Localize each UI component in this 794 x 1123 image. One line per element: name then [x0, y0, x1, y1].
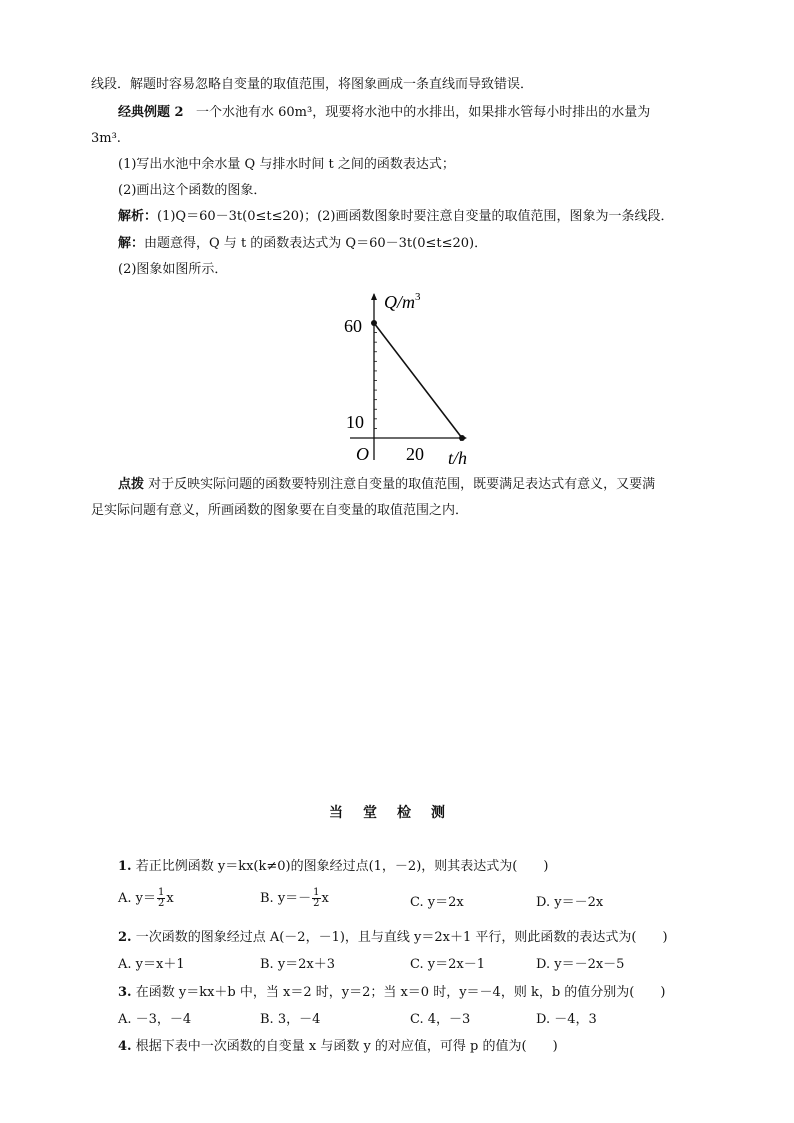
series-group [371, 320, 465, 441]
y-tick-label-60: 60 [344, 316, 362, 336]
q1-a-fraction [157, 888, 165, 909]
q1-stem [118, 858, 548, 876]
q3-text: 在函数 y＝kx＋b 中，当 x＝2 时，y＝2；当 x＝0 时，y＝－4，则 k，b 的值分别为( ) [135, 985, 666, 1000]
q1-b-prefix: B. y＝－ [260, 891, 312, 906]
example-text: 一个水池有水 60m³，现要将水池中的水排出，如果排水管每小时排出的水量为 [195, 105, 651, 120]
analysis-line [118, 208, 674, 226]
question-1: (1)写出水池中余水量 Q 与排水时间 t 之间的函数表达式； [118, 157, 455, 172]
q1-a-suffix: x [166, 891, 174, 906]
tip-text-1: 对于反映实际问题的函数要特别注意自变量的取值范围，既要满足表达式有意义，又要满 [148, 477, 656, 492]
y-axis-label-text: Q/m [384, 292, 415, 312]
solution-line [118, 235, 487, 253]
q2-stem [118, 929, 668, 947]
q1-option-a[interactable] [118, 888, 174, 909]
example-line-1 [118, 104, 650, 122]
section-title: 当堂检测 [329, 805, 465, 821]
q1-option-d[interactable]: D. y＝－2x [536, 895, 604, 910]
data-point [459, 435, 465, 441]
q1-a-den: 2 [158, 898, 165, 909]
x-tick-label-20: 20 [406, 444, 424, 464]
y-axis-label [384, 291, 421, 312]
data-point [371, 320, 377, 326]
tip-label: 点拨 [118, 477, 145, 492]
q3-number: 3. [118, 985, 132, 1000]
graph-caption: (2)图象如图所示． [118, 262, 228, 277]
y-axis-label-superscript: 3 [415, 291, 421, 303]
q1-number: 1. [118, 859, 132, 874]
solution-label: 解： [118, 236, 145, 251]
q1-option-c[interactable]: C. y＝2x [410, 895, 464, 910]
q3-option-d[interactable]: D. －4，3 [536, 1012, 597, 1027]
q1-a-prefix: A. y＝ [118, 891, 156, 906]
q2-number: 2. [118, 930, 132, 945]
q2-option-b[interactable]: B. y＝2x＋3 [260, 957, 336, 972]
q1-b-den: 2 [313, 898, 320, 909]
q1-b-num: 1 [313, 887, 320, 898]
q2-text: 一次函数的图象经过点 A(－2，－1)，且与直线 y＝2x＋1 平行，则此函数的表达式为( ) [135, 930, 668, 945]
question-2: (2)画出这个函数的图象． [118, 183, 267, 198]
q3-option-c[interactable]: C. 4，－3 [410, 1012, 471, 1027]
q2-option-c[interactable]: C. y＝2x－1 [410, 957, 485, 972]
y-tick-label-10: 10 [346, 412, 364, 432]
q3-option-a[interactable]: A. －3，－4 [118, 1012, 192, 1027]
x-axis-label: t/h [448, 448, 468, 468]
q4-stem [118, 1038, 558, 1056]
q3-stem [118, 984, 665, 1002]
intro-line: 线段．解题时容易忽略自变量的取值范围，将图象画成一条直线而导致错误． [91, 77, 534, 92]
solution-text: 由题意得，Q 与 t 的函数表达式为 Q＝60－3t(0≤t≤20)． [144, 236, 488, 251]
q1-b-suffix: x [321, 891, 329, 906]
example-label: 经典例题 2 [118, 105, 184, 120]
example-line-2: 3m³. [91, 131, 121, 146]
tip-line-1 [118, 476, 655, 494]
q4-text: 根据下表中一次函数的自变量 x 与函数 y 的对应值，可得 p 的值为( ) [135, 1039, 558, 1054]
q3-option-b[interactable]: B. 3，－4 [260, 1012, 321, 1027]
q2-option-a[interactable]: A. y＝x＋1 [118, 957, 185, 972]
q1-text: 若正比例函数 y＝kx(k≠0)的图象经过点(1，－2)，则其表达式为( ) [135, 859, 549, 874]
origin-label: O [356, 444, 369, 464]
function-graph [330, 282, 480, 468]
series-line [374, 323, 462, 438]
q4-number: 4. [118, 1039, 132, 1054]
analysis-label: 解析： [118, 209, 158, 224]
q2-option-d[interactable]: D. y＝－2x－5 [536, 957, 625, 972]
tip-line-2: 足实际问题有意义，所画函数的图象要在自变量的取值范围之内． [91, 503, 469, 518]
q1-b-fraction [312, 888, 320, 909]
analysis-text: (1)Q＝60－3t(0≤t≤20)；(2)画函数图象时要注意自变量的取值范围，图象为一条线段． [157, 209, 674, 224]
q1-option-b[interactable] [260, 888, 329, 909]
q1-a-num: 1 [158, 887, 165, 898]
